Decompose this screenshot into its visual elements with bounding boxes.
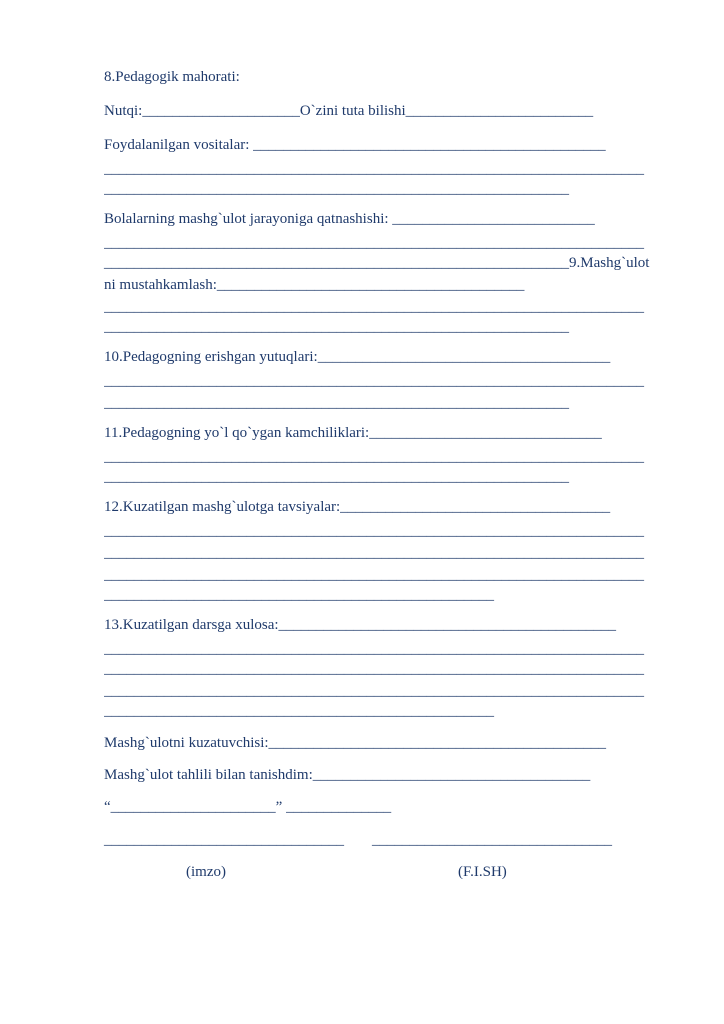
- section-9-line-a: ______________________________________________________________9.Mashg`ulot: [104, 255, 650, 271]
- blank-line: ______________________________________________________________: [104, 395, 569, 411]
- blank-line: ________________________________________________________________________: [104, 235, 644, 251]
- section-11-heading: 11.Pedagogning yo`l qo`ygan kamchiliklari:_______________________________: [104, 425, 602, 441]
- blank-line: ____________________________________________________: [104, 703, 494, 719]
- blank-line: ____________________________________________________: [104, 587, 494, 603]
- section-13-heading: 13.Kuzatilgan darsga xulosa:_____________________________________________: [104, 617, 617, 633]
- blank-line: ________________________________________________________________________: [104, 567, 644, 583]
- foydalanilgan-line: Foydalanilgan vositalar: _______________________________________________: [104, 137, 606, 153]
- bolalarning-line: Bolalarning mashg`ulot jarayoniga qatnashishi: ___________________________: [104, 211, 595, 227]
- kuzatuvchisi-line: Mashg`ulotni kuzatuvchisi:_____________________________________________: [104, 735, 607, 751]
- blank-line: ________________________________________________________________________: [104, 161, 644, 177]
- blank-line: ________________________________________________________________________: [104, 373, 644, 389]
- section-8-heading: 8.Pedagogik mahorati:: [104, 69, 240, 85]
- imzo-label: (imzo): [186, 864, 226, 880]
- signature-blank: ________________________________: [104, 832, 344, 848]
- blank-line: ________________________________________________________________________: [104, 661, 644, 677]
- section-10-heading: 10.Pedagogning erishgan yutuqlari:_______________________________________: [104, 349, 611, 365]
- blank-line: ________________________________________________________________________: [104, 641, 644, 657]
- blank-line: ________________________________________________________________________: [104, 299, 644, 315]
- section-12-heading: 12.Kuzatilgan mashg`ulotga tavsiyalar:____________________________________: [104, 499, 611, 515]
- tanishdim-line: Mashg`ulot tahlili bilan tanishdim:_____________________________________: [104, 767, 591, 783]
- name-blank: ________________________________: [372, 832, 612, 848]
- section-9-line-b: ni mustahkamlash:_________________________________________: [104, 277, 525, 293]
- nutqi-line: Nutqi:_____________________O`zini tuta bilishi_________________________: [104, 103, 594, 119]
- blank-line: ________________________________________________________________________: [104, 449, 644, 465]
- blank-line: ______________________________________________________________: [104, 319, 569, 335]
- fish-label: (F.I.SH): [458, 864, 507, 880]
- date-line: “______________________” ______________: [104, 799, 392, 815]
- blank-line: ______________________________________________________________: [104, 469, 569, 485]
- blank-line: ________________________________________________________________________: [104, 683, 644, 699]
- blank-line: ________________________________________________________________________: [104, 545, 644, 561]
- blank-line: ________________________________________________________________________: [104, 523, 644, 539]
- blank-line: ______________________________________________________________: [104, 181, 569, 197]
